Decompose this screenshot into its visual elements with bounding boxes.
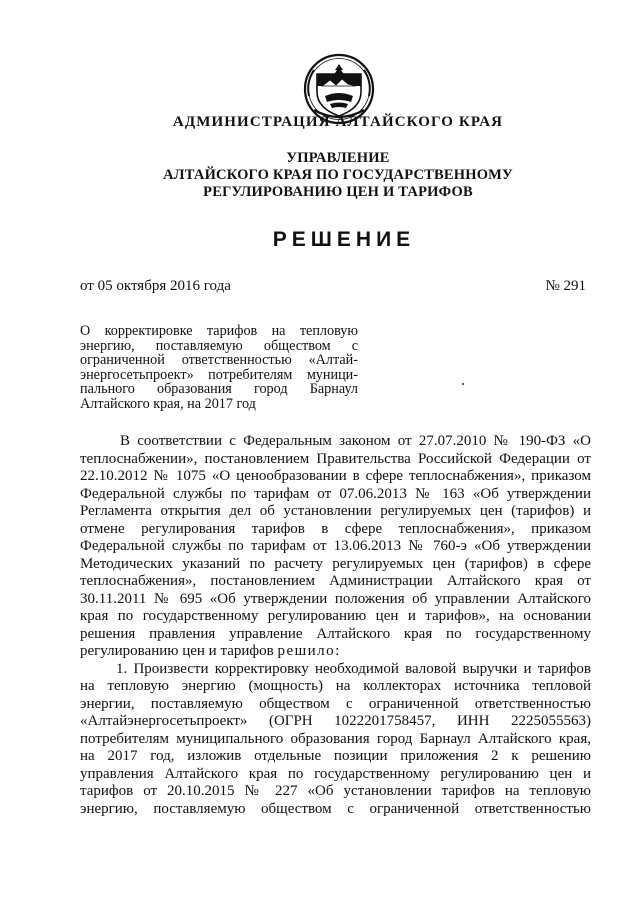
body-line: 30.11.2011 № 695 «Об утверждении положения об управлении Алтайского xyxy=(80,590,591,607)
body-line: управления Алтайского края по государственному регулированию цен и xyxy=(80,765,591,782)
body-line: потребителям муниципального образования город Барнаул Алтайского края, xyxy=(80,730,591,747)
body-line: теплоснабжения», постановлением Администрации Алтайского края от xyxy=(80,573,591,589)
body-line: «Алтайэнергосетьпроект» (ОГРН 1022201758457, ИНН 2225055563) xyxy=(80,713,591,729)
body-line: теплоснабжении», постановлением Правительства Российской Федерации от xyxy=(80,450,591,467)
body-line: на тепловую энергию (мощность) на коллекторах источника тепловой xyxy=(80,678,591,694)
decision-body xyxy=(80,433,591,818)
resolution-prefix: регулированию цен и тарифов xyxy=(80,643,278,659)
body-line-resolution xyxy=(80,643,591,661)
department-line-3: РЕГУЛИРОВАНИЮ ЦЕН И ТАРИФОВ xyxy=(203,184,473,200)
subject-line: пального образования город Барнаул xyxy=(80,381,358,398)
decision-date: от 05 октября 2016 года xyxy=(80,278,231,294)
body-line: Методических указаний по расчету регулируемых цен (тарифов) в сфере xyxy=(80,555,591,572)
subject-line: ограниченной ответственностью «Алтай- xyxy=(80,352,358,369)
body-line: В соответствии с Федеральным законом от 27.07.2010 № 190-ФЗ «О xyxy=(120,433,591,449)
document-type-title: РЕШЕНИЕ xyxy=(272,228,416,251)
body-line: энергии, поставляемую обществом с ограниченной ответственностью xyxy=(80,695,591,712)
department-line-2: АЛТАЙСКОГО КРАЯ ПО ГОСУДАРСТВЕННОМУ xyxy=(163,167,513,183)
subject-line: О корректировке тарифов на тепловую xyxy=(80,323,358,339)
decision-subject xyxy=(80,324,358,412)
organization-title: АДМИНИСТРАЦИЯ АЛТАЙСКОГО КРАЯ xyxy=(172,114,504,130)
body-line: отмене регулирования тарифов в сфере теплоснабжения», приказом xyxy=(80,520,591,537)
body-line: энергию, поставляемую обществом с ограниченной ответственностью xyxy=(80,800,591,817)
subject-line: энергию, поставляемую обществом с xyxy=(80,337,358,354)
body-line: 1. Произвести корректировку необходимой валовой выручки и тарифов xyxy=(116,660,591,677)
subject-line: Алтайского края, на 2017 год xyxy=(80,395,256,412)
body-line: края по государственному регулированию цен и тарифов», на основании xyxy=(80,608,591,624)
decision-number: № 291 xyxy=(545,278,586,294)
subject-line: энергосетьпроект» потребителям муници- xyxy=(80,366,358,383)
department-line-1: УПРАВЛЕНИЕ xyxy=(286,150,390,166)
body-line: тарифов от 20.10.2015 № 227 «Об установлении тарифов на тепловую xyxy=(80,783,591,799)
body-line: 22.10.2012 № 1075 «О ценообразовании в сфере теплоснабжения», приказом xyxy=(80,468,591,484)
resolution-keyword: решило: xyxy=(277,643,341,659)
body-line: Регламента открытия дел об установлении регулируемых цен (тарифов) и xyxy=(80,503,591,519)
stray-mark xyxy=(462,383,464,385)
body-line: на 2017 год, изложив отдельные позиции приложения 2 к решению xyxy=(80,748,591,764)
body-line: решения правления управление Алтайского края по государственному xyxy=(80,625,591,642)
body-line: Федеральной службы по тарифам от 07.06.2013 № 163 «Об утверждении xyxy=(80,485,591,502)
body-line: Федеральной службы по тарифам от 13.06.2013 № 760-э «Об утверждении xyxy=(80,538,591,554)
